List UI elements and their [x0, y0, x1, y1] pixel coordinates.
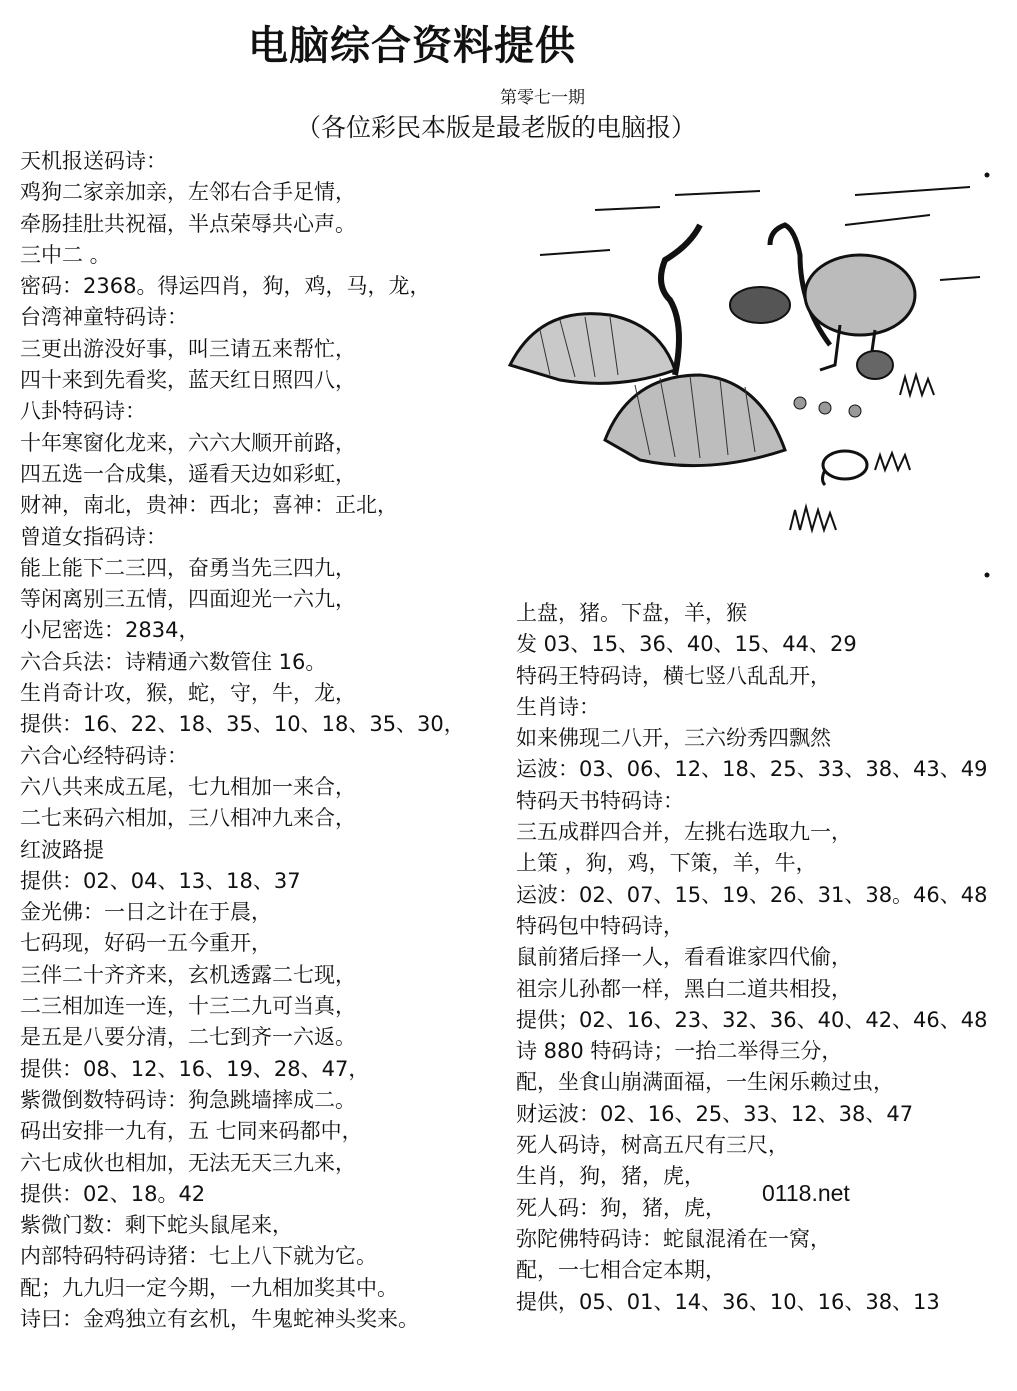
left-column — [20, 146, 500, 1335]
crane-chick-illustration — [500, 165, 1005, 590]
text-line: 紫微门数：剩下蛇头鼠尾来， — [20, 1213, 293, 1238]
text-line: 三五成群四合并，左挑右选取九一， — [516, 820, 852, 845]
text-line: 运波：02、07、15、19、26、31、38。46、48 — [516, 882, 988, 907]
text-line: 如来佛现二八开，三六纷秀四飘然 — [516, 726, 831, 751]
text-line: 密码：2368。得运四肖，狗，鸡，马，龙， — [20, 274, 431, 299]
page-subtitle: （各位彩民本版是最老版的电脑报） — [296, 113, 697, 142]
text-line: 小尼密选：2834， — [20, 618, 200, 643]
text-line: 码出安排一九有，五 七同来码都中， — [20, 1119, 363, 1144]
text-line: 是五是八要分清，二七到齐一六返。 — [20, 1025, 356, 1050]
text-line: 二三相加连一连，十三二九可当真， — [20, 994, 356, 1019]
text-line: 上盘，猪。下盘，羊，猴 — [516, 601, 747, 625]
text-line: 生肖奇计攻，猴，蛇，守，牛，龙， — [20, 681, 356, 706]
page-title: 电脑综合资料提供 — [248, 23, 576, 69]
text-line: 牵肠挂肚共祝福，半点荣辱共心声。 — [20, 211, 356, 236]
text-line: 八卦特码诗： — [20, 399, 146, 424]
text-line: 提供，05、01、14、36、10、16、38、13 — [516, 1289, 940, 1314]
text-line: 特码天书特码诗： — [516, 788, 684, 813]
right-column — [516, 598, 1011, 1318]
text-line: 三更出游没好事，叫三请五来帮忙， — [20, 336, 356, 361]
text-line: 财运波：02、16、25、33、12、38、47 — [516, 1101, 914, 1126]
text-line: 提供：02、04、13、18、37 — [20, 868, 301, 893]
text-line: 发 03、15、36、40、15、44、29 — [516, 632, 857, 657]
watermark: 0118.net — [762, 1180, 850, 1206]
text-line: 提供：08、12、16、19、28、47， — [20, 1056, 370, 1081]
text-line: 上策 ，狗，鸡，下策，羊，牛， — [516, 851, 817, 876]
text-line: 生肖诗： — [516, 694, 600, 719]
text-line: 特码包中特码诗， — [516, 913, 684, 938]
text-line: 配，坐食山崩满面福，一生闲乐赖过虫， — [516, 1070, 894, 1095]
issue-number: 第零七一期 — [500, 88, 585, 108]
text-line: 配，一七相合定本期， — [516, 1258, 726, 1283]
text-line: 六合心经特码诗： — [20, 743, 188, 768]
text-line: 六七成伙也相加，无法无天三九来， — [20, 1150, 356, 1175]
text-line: 提供：16、22、18、35、10、18、35、30， — [20, 712, 465, 737]
text-line: 金光佛：一日之计在于晨， — [20, 900, 272, 925]
text-line: 提供；02、16、23、32、36、40、42、46、48 — [516, 1007, 988, 1032]
text-line: 内部特码特码诗猪：七上八下就为它。 — [20, 1244, 377, 1269]
text-line: 提供：02、18。42 — [20, 1181, 206, 1206]
text-line: 四五选一合成集，遥看天边如彩虹， — [20, 461, 356, 486]
text-line: 二七来码六相加，三八相冲九来合， — [20, 806, 356, 831]
text-line: 红波路提 — [20, 837, 104, 862]
text-line: 特码王特码诗，横七竖八乱乱开， — [516, 663, 831, 688]
text-line: 十年寒窗化龙来，六六大顺开前路， — [20, 430, 356, 455]
text-line: 曾道女指码诗： — [20, 524, 167, 549]
text-line: 能上能下二三四，奋勇当先三四九， — [20, 555, 356, 580]
text-line: 四十来到先看奖，蓝天红日照四八， — [20, 368, 356, 393]
text-line: 天机报送码诗： — [20, 149, 167, 173]
text-line: 财神，南北，贵神：西北；喜神：正北， — [20, 493, 398, 518]
text-line: 等闲离别三五情，四面迎光一六九， — [20, 587, 356, 612]
text-line: 鸡狗二家亲加亲，左邻右合手足情， — [20, 180, 356, 205]
text-line: 生肖，狗，猪，虎， — [516, 1164, 705, 1189]
text-line: 死人码：狗，猪，虎， — [516, 1195, 726, 1220]
text-line: 台湾神童特码诗： — [20, 305, 188, 330]
text-line: 六合兵法：诗精通六数管住 16。 — [20, 649, 327, 674]
text-line: 死人码诗，树高五尺有三尺， — [516, 1133, 789, 1158]
text-line: 鼠前猪后择一人，看看谁家四代偷， — [516, 945, 852, 970]
text-line: 祖宗儿孙都一样，黑白二道共相投， — [516, 976, 852, 1001]
text-line: 三伴二十齐齐来，玄机透露二七现， — [20, 962, 356, 987]
text-line: 诗曰：金鸡独立有玄机，牛鬼蛇神头奖来。 — [20, 1306, 419, 1331]
text-line: 三中二 。 — [20, 242, 111, 267]
text-line: 紫微倒数特码诗：狗急跳墙摔成二。 — [20, 1087, 356, 1112]
text-line: 弥陀佛特码诗：蛇鼠混淆在一窝， — [516, 1226, 831, 1251]
text-line: 六八共来成五尾，七九相加一来合， — [20, 774, 356, 799]
text-line: 诗 880 特码诗；一抬二举得三分， — [516, 1039, 843, 1064]
text-line: 运波：03、06、12、18、25、33、38、43、49 — [516, 757, 988, 782]
text-line: 七码现，好码一五今重开， — [20, 931, 272, 956]
text-line: 配；九九归一定今期，一九相加奖其中。 — [20, 1275, 398, 1300]
